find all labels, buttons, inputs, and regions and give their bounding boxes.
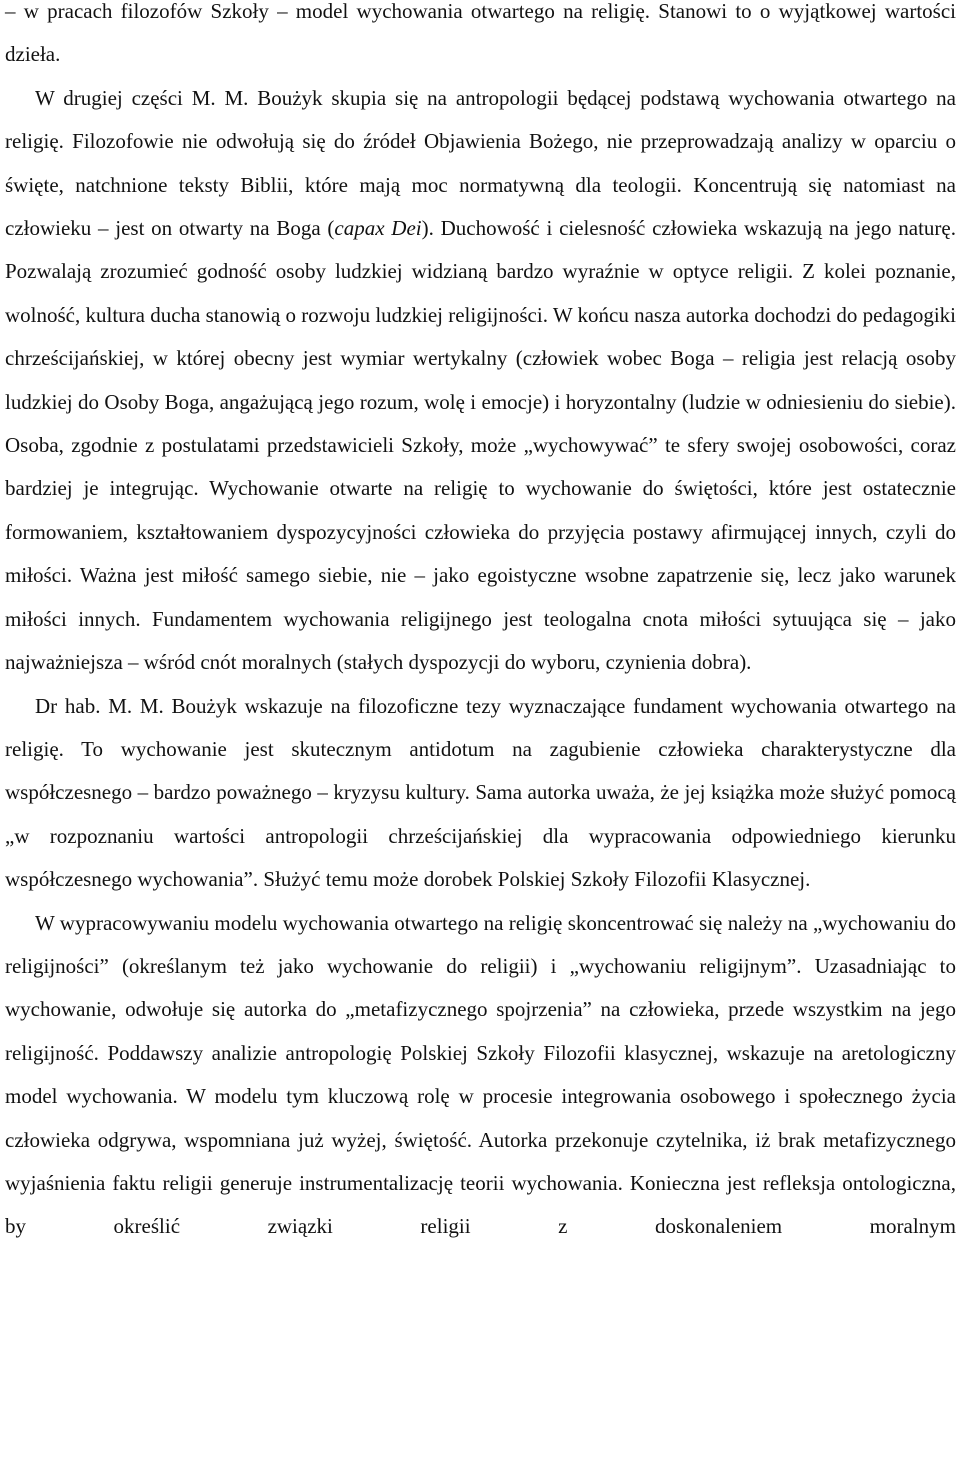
paragraph-text: W drugiej części M. M. Boużyk skupia się na antropologii będącej podstawą wychowania otwartego na religię. Filozofowie nie odwołują się do źródeł Objawienia Bożego, nie przeprowadzają analizy w oparciu o święte, natchnione teksty Biblii, które mają moc normatywną dla teologii. Koncentrują się natomiast na człowieku – jest on otwarty na Boga (: [5, 85, 956, 241]
paragraph-text: Dr hab. M. M. Boużyk wskazuje na filozoficzne tezy wyznaczające fundament wychowania otwartego na religię. To wychowanie jest skutecznym antidotum na zagubienie człowieka charakterystyczne dla współczesnego – bardzo poważnego – kryzysu kultury. Sama autorka uważa, że jej książka może służyć pomocą „w rozpoznaniu wartości antropologii chrześcijańskiej dla wypracowania odpowiedniego kierunku współczesnego wychowania”. Służyć temu może dorobek Polskiej Szkoły Filozofii Klasycznej.: [5, 693, 956, 892]
paragraph-text: ). Duchowość i cielesność człowieka wskazują na jego naturę. Pozwalają zrozumieć godność osoby ludzkiej widzianą bardzo wyraźnie w optyce religii. Z kolei poznanie, wolność, kultura ducha stanowią o rozwoju ludzkiej religijności. W końcu nasza autorka dochodzi do pedagogiki chrześcijańskiej, w której obecny jest wymiar wertykalny (człowiek wobec Boga – religia jest relacją osoby ludzkiej do Osoby Boga, angażującą jego rozum, wolę i emocje) i horyzontalny (ludzie w odniesieniu do siebie). Osoba, zgodnie z postulatami przedstawicieli Szkoły, może „wychowywać” te sfery swojej osobowości, coraz bardziej je integrując. Wychowanie otwarte na religię to wychowanie do świętości, które jest ostatecznie formowaniem, kształtowaniem dyspozycyjności człowieka do przyjęcia postawy afirmującej innych, czyli do miłości. Ważna jest miłość samego siebie, nie – jako egoistyczne wsobne zapatrzenie się, lecz jako warunek miłości innych. Fundamentem wychowania religijnego jest teologalna cnota miłości sytuująca się – jako najważniejsza – wśród cnót moralnych (stałych dyspozycji do wyboru, czynienia dobra).: [5, 216, 956, 675]
paragraph-model: [5, 902, 956, 1249]
latin-term: capax Dei: [334, 216, 422, 241]
paragraph-text: W wypracowywaniu modelu wychowania otwartego na religię skoncentrować się należy na „wychowaniu do religijności” (określanym też jako wychowanie do religii) i „wychowaniu religijnym”. Uzasadniając to wychowanie, odwołuje się autorka do „metafizycznego spojrzenia” na człowieka, przede wszystkim na jego religijność. Poddawszy analizie antropologię Polskiej Szkoły Filozofii klasycznej, wskazuje na aretologiczny model wychowania. W modelu tym kluczową rolę w procesie integrowania osobowego i społecznego życia człowieka odgrywa, wspomniana już wyżej, świętość. Autorka przekonuje czytelnika, iż brak metafizycznego wyjaśnienia faktu religii generuje instrumentalizację teorii wychowania. Konieczna jest refleksja ontologiczna, by określić związki religii z doskonaleniem moralnym: [5, 910, 956, 1239]
paragraph-continuation: [5, 0, 956, 77]
paragraph-theses: [5, 685, 956, 902]
paragraph-text: – w pracach filozofów Szkoły – model wychowania otwartego na religię. Stanowi to o wyjątkowej wartości dzieła.: [5, 0, 956, 67]
paragraph-anthropology: [5, 77, 956, 685]
